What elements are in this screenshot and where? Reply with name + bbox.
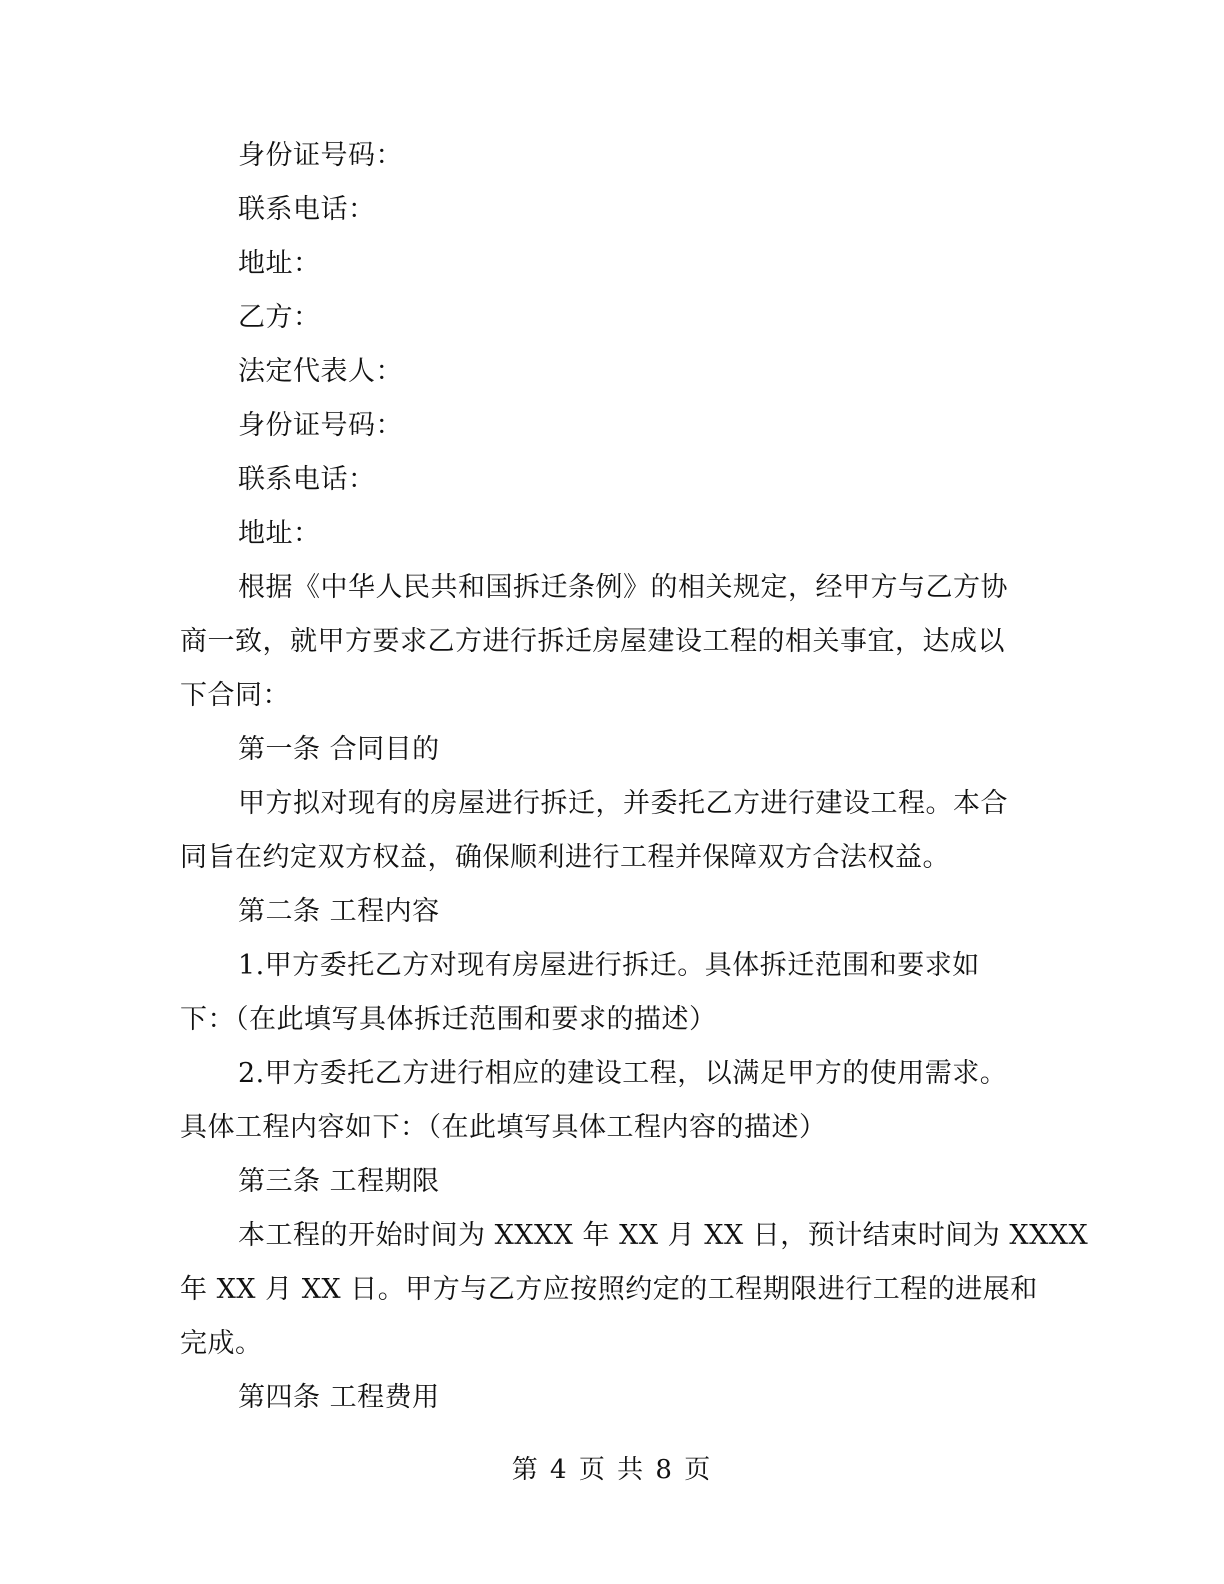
section-heading: 第三条 工程期限 bbox=[238, 1166, 440, 1197]
document-body bbox=[180, 129, 1089, 1425]
text-line: 商一致，就甲方要求乙方进行拆迁房屋建设工程的相关事宜，达成以 bbox=[180, 626, 1005, 657]
section-heading: 第一条 合同目的 bbox=[238, 734, 440, 765]
text-line: 下合同： bbox=[180, 680, 290, 711]
text-line: 2.甲方委托乙方进行相应的建设工程，以满足甲方的使用需求。 bbox=[238, 1058, 1008, 1089]
text-line: 甲方拟对现有的房屋进行拆迁，并委托乙方进行建设工程。本合 bbox=[238, 788, 1008, 819]
section-heading: 第四条 工程费用 bbox=[238, 1382, 440, 1413]
page-number: 第 4 页 共 8 页 bbox=[511, 1455, 713, 1485]
section-heading: 第二条 工程内容 bbox=[238, 896, 440, 927]
text-line: 本工程的开始时间为 XXXX 年 XX 月 XX 日，预计结束时间为 XXXX bbox=[238, 1220, 1089, 1251]
text-line: 身份证号码： bbox=[238, 140, 403, 171]
text-line: 地址： bbox=[238, 248, 321, 279]
text-line: 年 XX 月 XX 日。甲方与乙方应按照约定的工程期限进行工程的进展和 bbox=[180, 1274, 1038, 1305]
text-line: 具体工程内容如下：（在此填写具体工程内容的描述） bbox=[180, 1112, 827, 1143]
text-line: 1.甲方委托乙方对现有房屋进行拆迁。具体拆迁范围和要求如 bbox=[238, 950, 980, 981]
text-line: 完成。 bbox=[180, 1328, 263, 1359]
text-line: 下：（在此填写具体拆迁范围和要求的描述） bbox=[180, 1004, 717, 1035]
text-line: 根据《中华人民共和国拆迁条例》的相关规定，经甲方与乙方协 bbox=[238, 572, 1008, 603]
text-line: 同旨在约定双方权益，确保顺利进行工程并保障双方合法权益。 bbox=[180, 842, 950, 873]
text-line: 法定代表人： bbox=[238, 356, 403, 387]
text-line: 地址： bbox=[238, 518, 321, 549]
text-line: 乙方： bbox=[238, 302, 321, 333]
text-line: 联系电话： bbox=[238, 464, 376, 495]
text-line: 身份证号码： bbox=[238, 410, 403, 441]
text-line: 联系电话： bbox=[238, 194, 376, 225]
